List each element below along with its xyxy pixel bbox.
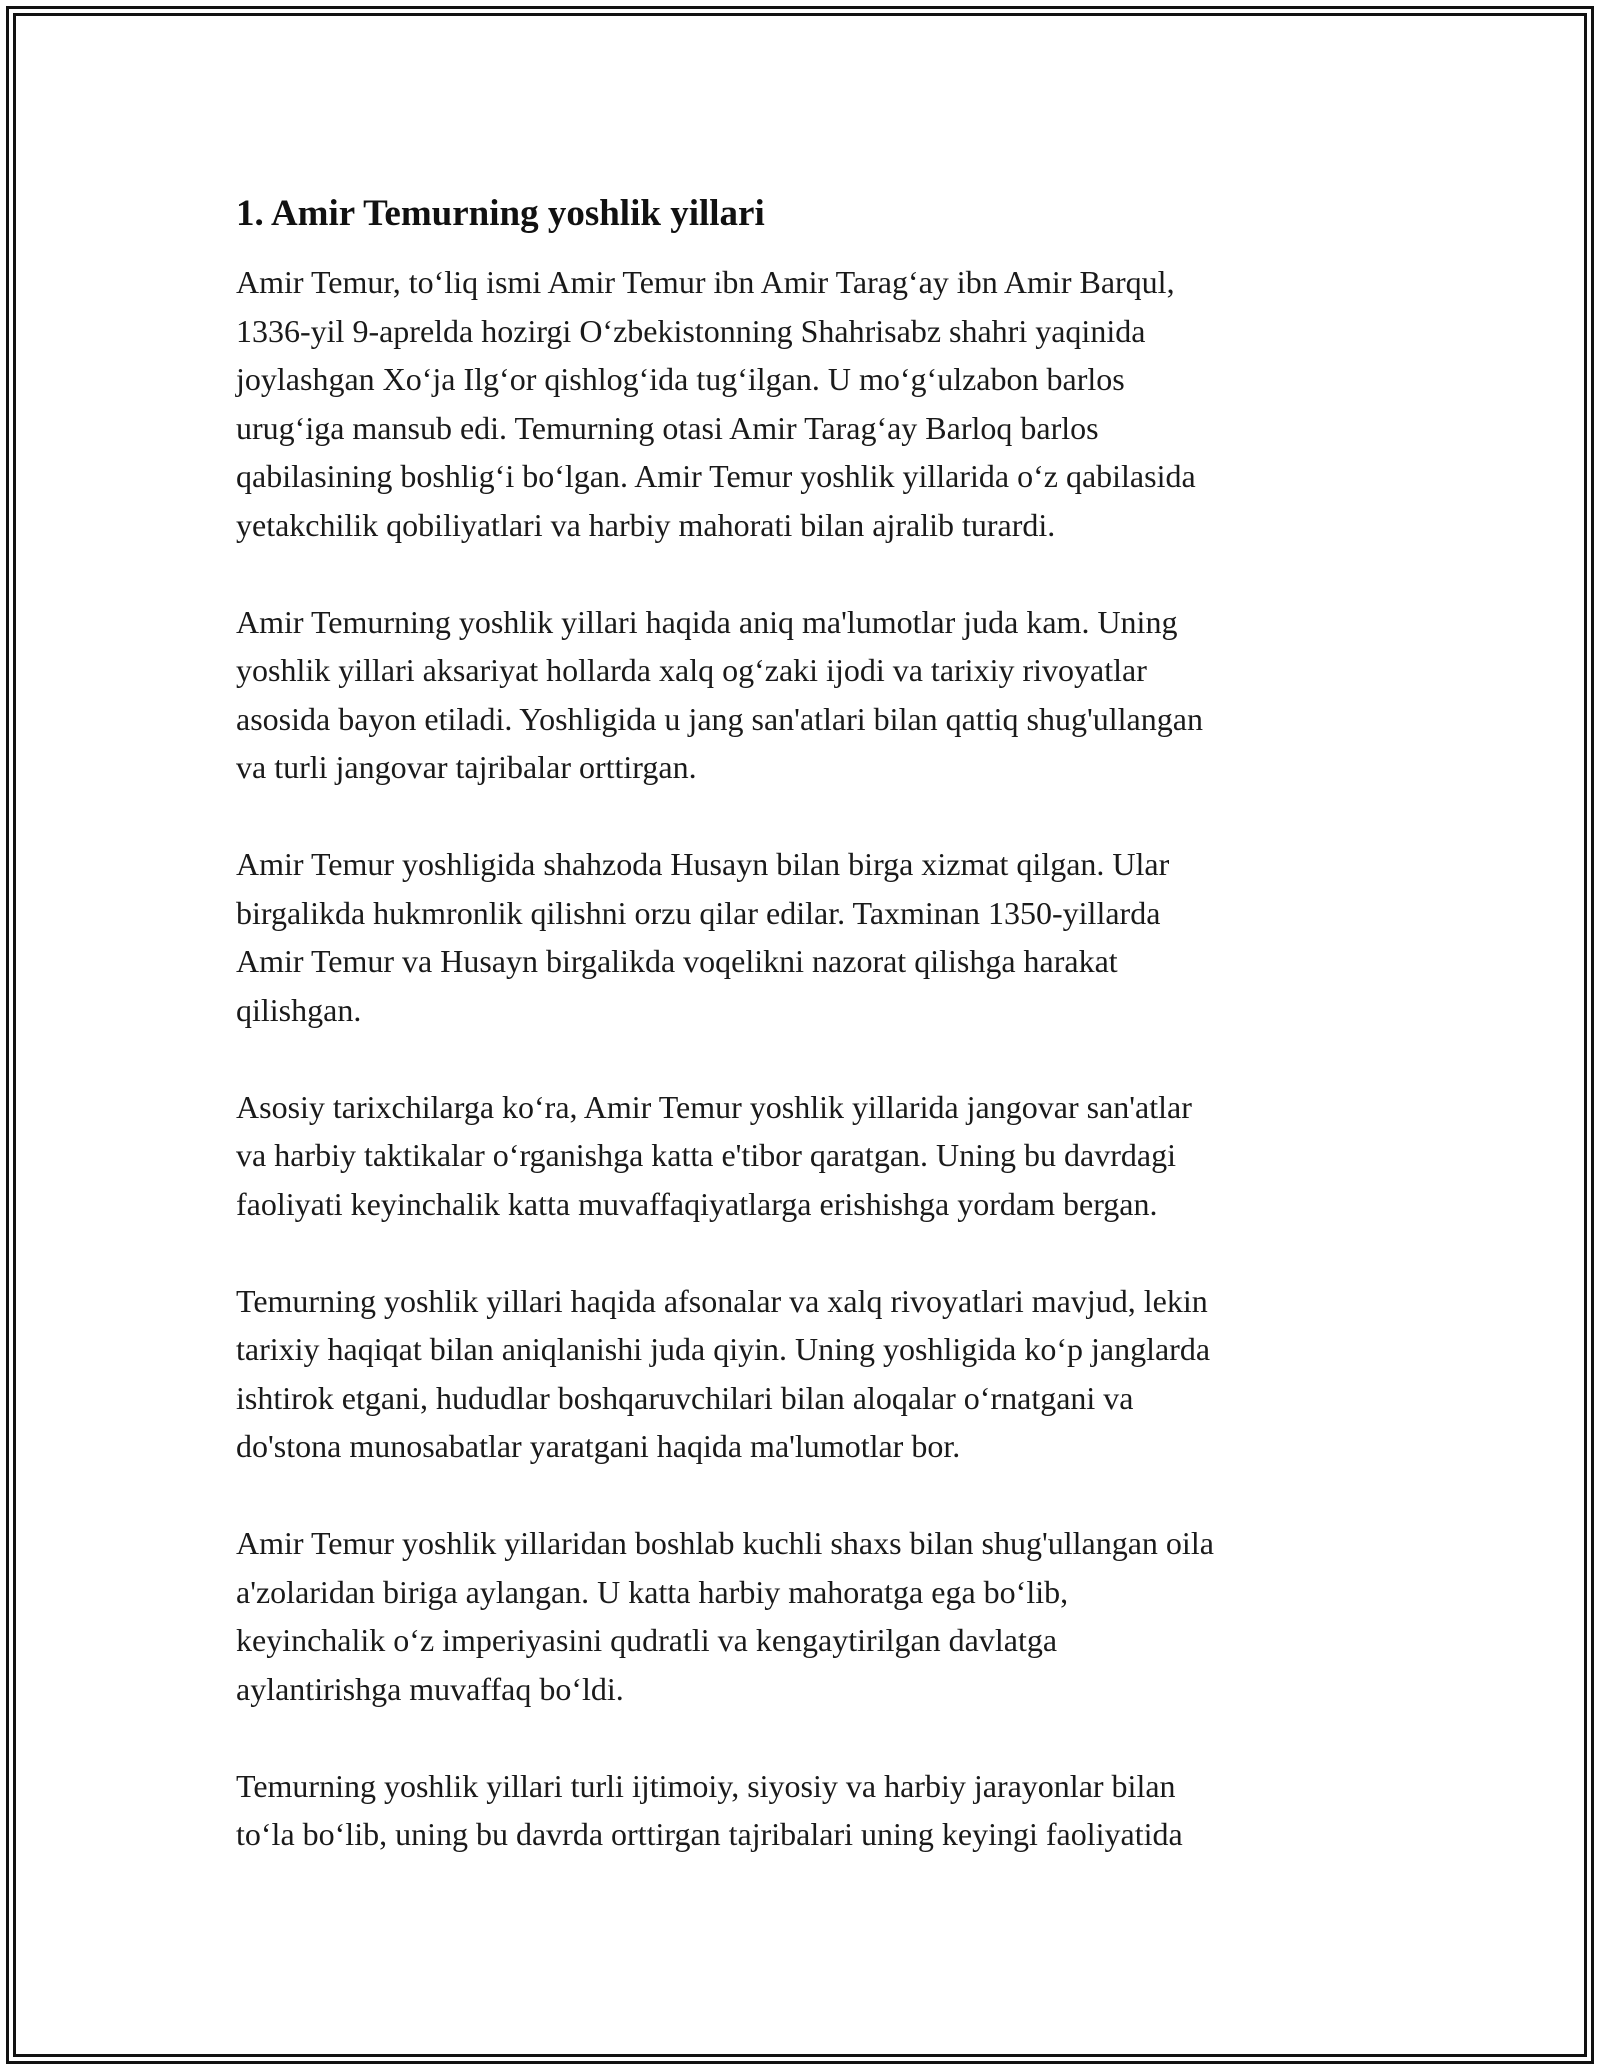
paragraph-6: Amir Temur yoshlik yillaridan boshlab kuchli shaxs bilan shug'ullangan oila a'zolaridan biriga aylangan. U katta harbiy mahoratga ega bo‘lib, keyinchalik o‘z imperiyasini qudratli va kengaytirilgan davlatga aylantirishga muvaffaq bo‘ldi.: [236, 1525, 1214, 1707]
paragraph-7: Temurning yoshlik yillari turli ijtimoiy, siyosiy va harbiy jarayonlar bilan to‘la bo‘lib, uning bu davrda orttirgan tajribalari uning keyingi faoliyatida: [236, 1767, 1183, 1852]
paragraph-4: Asosiy tarixchilarga ko‘ra, Amir Temur yoshlik yillarida jangovar san'atlar va harbiy taktikalar o‘rganishga katta e'tibor qaratgan. Uning bu davrdagi faoliyati keyinchalik katta muvaffaqiyatlarga erishishga yordam bergan.: [236, 1088, 1192, 1222]
paragraph-3: Amir Temur yoshligida shahzoda Husayn bilan birga xizmat qilgan. Ular birgalikda hukmronlik qilishni orzu qilar edilar. Taxminan 1350-yillarda Amir Temur va Husayn birgalikda voqelikni nazorat qilishga harakat qilishgan.: [236, 846, 1170, 1028]
document-body: [236, 186, 1376, 1907]
paragraph-5: Temurning yoshlik yillari haqida afsonalar va xalq rivoyatlari mavjud, lekin tarixiy haqiqat bilan aniqlanishi juda qiyin. Uning yoshligida ko‘p janglarda ishtirok etgani, hududlar boshqaruvchilari bilan aloqalar o‘rnatgani va do'stona munosabatlar yaratgani haqida ma'lumotlar bor.: [236, 1282, 1211, 1464]
paragraph-2: Amir Temurning yoshlik yillari haqida aniq ma'lumotlar juda kam. Uning yoshlik yillari aksariyat hollarda xalq og‘zaki ijodi va tarixiy rivoyatlar asosida bayon etiladi. Yoshligida u jang san'atlari bilan qattiq shug'ullangan va turli jangovar tajribalar orttirgan.: [236, 603, 1203, 785]
paragraph-1: Amir Temur, to‘liq ismi Amir Temur ibn Amir Tarag‘ay ibn Amir Barqul, 1336-yil 9-aprelda hozirgi O‘zbekistonning Shahrisabz shahri yaqinida joylashgan Xo‘ja Ilg‘or qishlog‘ida tug‘ilgan. U mo‘g‘ulzabon barlos urug‘iga mansub edi. Temurning otasi Amir Tarag‘ay Barloq barlos qabilasining boshlig‘i bo‘lgan. Amir Temur yoshlik yillarida o‘z qabilasida yetakchilik qobiliyatlari va harbiy mahorati bilan ajralib turardi.: [236, 264, 1196, 543]
section-heading: 1. Amir Temurning yoshlik yillari: [236, 193, 765, 234]
